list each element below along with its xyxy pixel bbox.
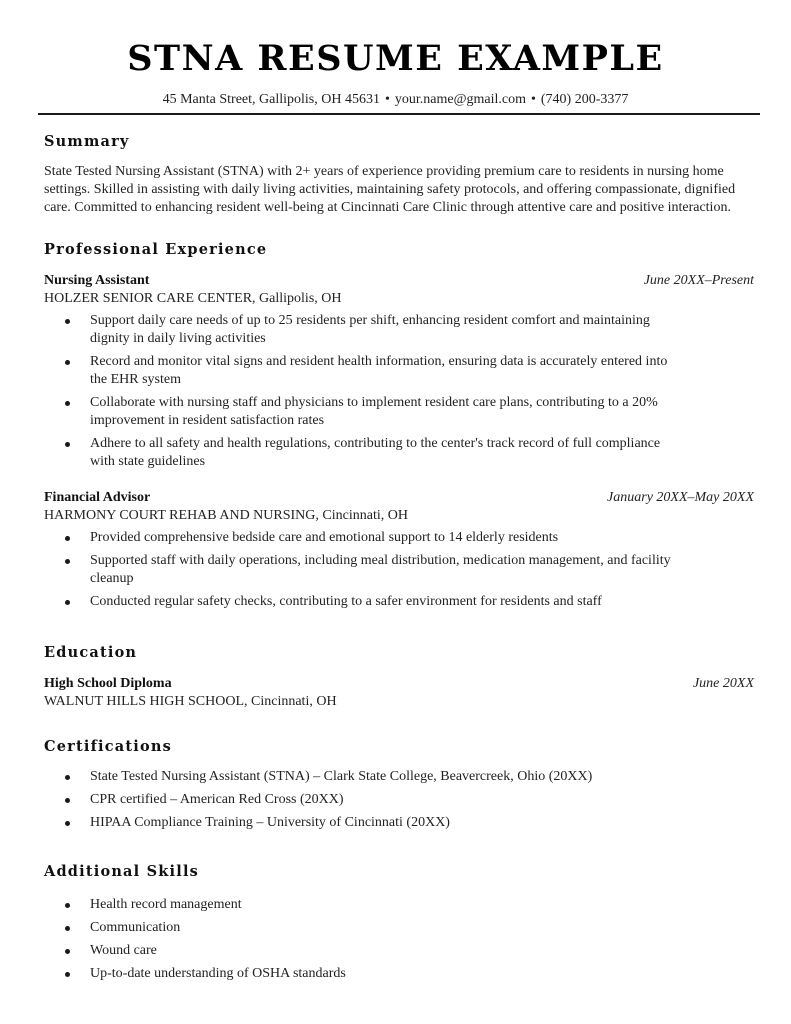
list-item [44,435,680,471]
job-header [44,489,754,507]
section-title-certifications: Certifications [44,738,172,755]
job-organization: HOLZER SENIOR CARE CENTER, Gallipolis, OH [44,291,342,306]
education-section [44,643,754,711]
contact-address: 45 Manta Street, Gallipolis, OH 45631 [162,92,380,107]
bullet-icon [65,903,70,908]
bullet-text: Provided comprehensive bedside care and emotional support to 14 elderly residents [90,530,559,545]
education-header [44,675,754,693]
list-item [44,919,730,937]
list-item [44,593,680,611]
list-item [44,353,680,389]
bullet-icon [65,360,70,365]
bullet-text: Record and monitor vital signs and resident health information, ensuring data is accurately entered into the EHR system [90,354,668,387]
list-item [44,791,730,809]
bullet-text: Supported staff with daily operations, including meal distribution, medication management, and facility cleanup [90,553,671,586]
section-title-summary: Summary [44,133,130,150]
job-bullet-list [44,312,754,471]
skill-text: Health record management [90,897,242,912]
certifications-section [44,737,754,832]
skill-text: Up-to-date understanding of OSHA standards [90,966,346,981]
bullet-text: Conducted regular safety checks, contributing to a safer environment for residents and staff [90,594,602,609]
list-item [44,896,730,914]
list-item [44,942,730,960]
bullet-text: Adhere to all safety and health regulations, contributing to the center's track record of full compliance with state guidelines [90,436,661,469]
experience-section [44,240,754,611]
education-entry [44,675,754,711]
bullet-icon [65,821,70,826]
contact-line [0,92,791,108]
contact-separator: • [530,92,536,107]
summary-section [44,132,754,217]
bullet-icon [65,600,70,605]
list-item [44,965,730,983]
certification-text: State Tested Nursing Assistant (STNA) – Clark State College, Beavercreek, Ohio (20XX) [90,769,593,784]
bullet-icon [65,798,70,803]
section-title-experience: Professional Experience [44,241,268,258]
list-item [44,814,730,832]
summary-text: State Tested Nursing Assistant (STNA) with 2+ years of experience providing premium care to residents in nursing home settings. Skilled in assisting with daily living activities, maintaining safety protocols, and offering compassionate, dignified care. Committed to enhancing resident well-being at Cincinnati Care Clinic through attentive care and positive interaction. [44,164,736,215]
job-entry [44,272,754,471]
skills-section [44,862,754,983]
bullet-icon [65,775,70,780]
bullet-icon [65,559,70,564]
list-item [44,552,680,588]
bullet-text: Collaborate with nursing staff and physicians to implement resident care plans, contributing to a 20% improvement in resident satisfaction rates [90,395,658,428]
list-item [44,529,680,547]
job-header [44,272,754,290]
certification-text: CPR certified – American Red Cross (20XX) [90,792,344,807]
job-title: Financial Advisor [44,490,151,505]
certifications-list [44,768,754,832]
resume-body [44,132,754,988]
contact-phone[interactable]: (740) 200-3377 [540,92,629,107]
skill-text: Communication [90,920,181,935]
bullet-icon [65,319,70,324]
section-title-skills: Additional Skills [44,863,200,880]
bullet-icon [65,926,70,931]
contact-separator: • [384,92,390,107]
list-item [44,768,730,786]
section-title-education: Education [44,644,138,661]
bullet-icon [65,949,70,954]
contact-email[interactable]: your.name@gmail.com [394,92,526,107]
bullet-icon [65,536,70,541]
job-organization: HARMONY COURT REHAB AND NURSING, Cincinnati, OH [44,508,408,523]
list-item [44,312,680,348]
job-title: Nursing Assistant [44,273,150,288]
bullet-text: Support daily care needs of up to 25 residents per shift, enhancing resident comfort and maintaining dignity in daily living activities [90,313,650,346]
certification-text: HIPAA Compliance Training – University of Cincinnati (20XX) [90,815,450,830]
skills-list [44,896,754,983]
job-date: January 20XX–May 20XX [607,490,754,505]
job-entry [44,489,754,611]
bullet-icon [65,442,70,447]
bullet-icon [65,401,70,406]
resume-title: STNA RESUME EXAMPLE [127,38,664,79]
list-item [44,394,680,430]
job-bullet-list [44,529,754,611]
education-date: June 20XX [692,676,754,691]
header-divider [38,113,760,115]
education-school: WALNUT HILLS HIGH SCHOOL, Cincinnati, OH [44,694,337,709]
bullet-icon [65,972,70,977]
skill-text: Wound care [90,943,157,958]
education-degree: High School Diploma [44,676,172,691]
job-date: June 20XX–Present [643,273,754,288]
